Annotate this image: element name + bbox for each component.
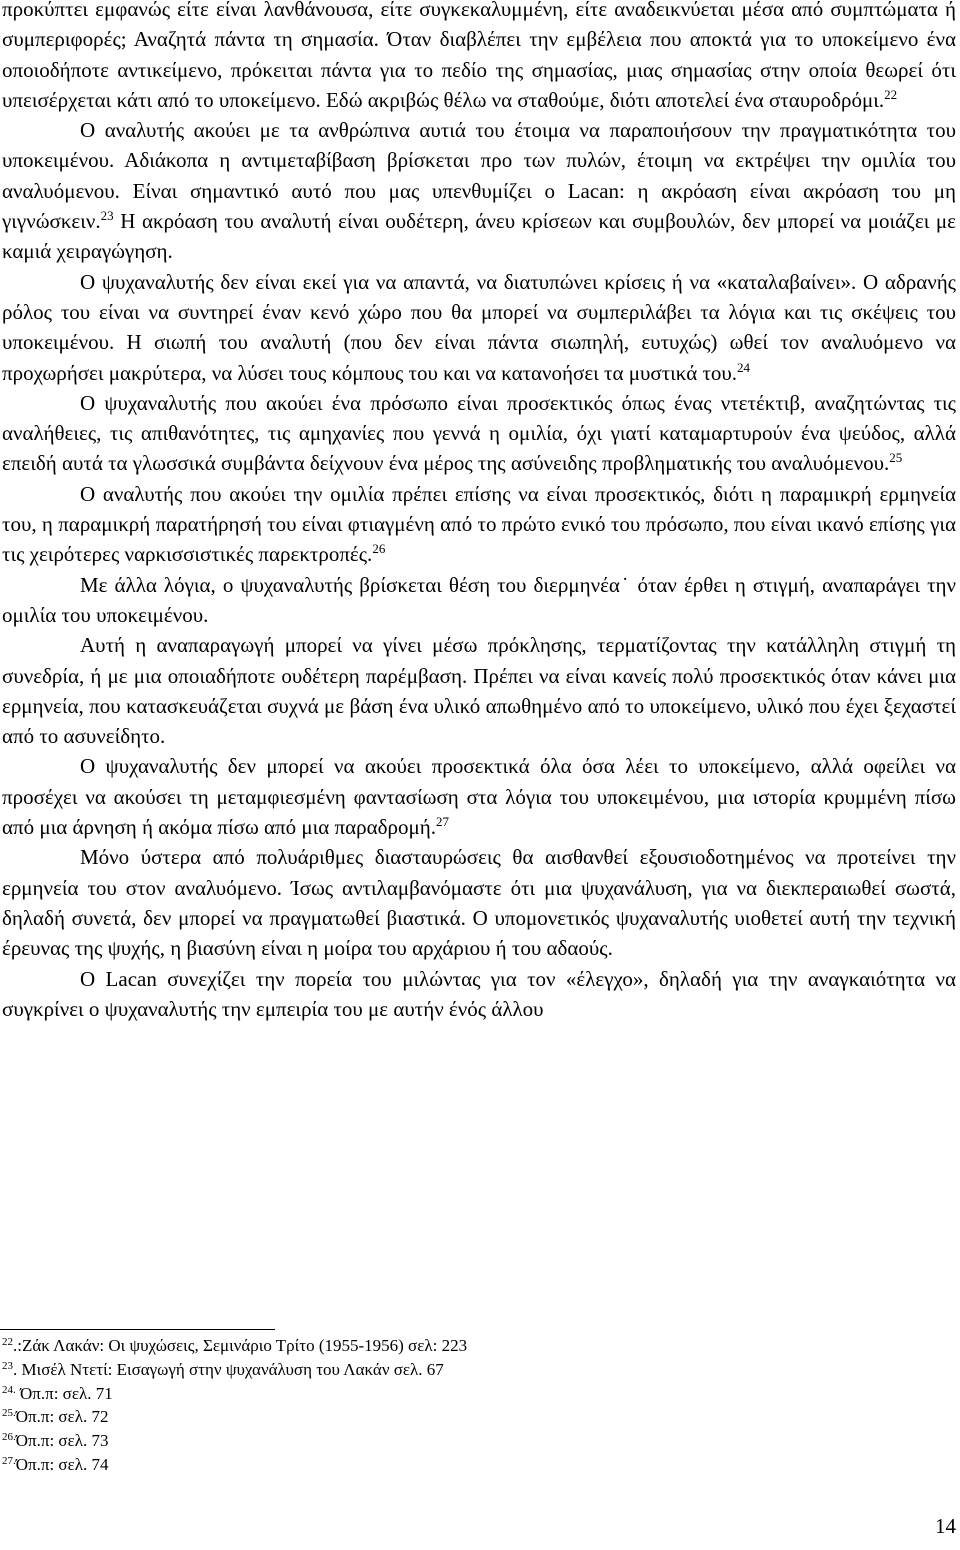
body-text bbox=[2, 0, 956, 1024]
paragraph-text: Αυτή η αναπαραγωγή μπορεί να γίνει μέσω πρόκλησης, τερματίζοντας την κατάλληλη στιγμή τη συνεδρία, ή με μια οποιαδήποτε ουδέτερη παρέμβαση. Πρέπει να είναι κανείς πολύ προσεκτικός όταν κάνει μια ερμηνεία, που κατασκευάζεται συχνά με βάση ένα υλικό απωθημένο από το υποκείμενο, υλικό που έχει ξεχαστεί από το ασυνείδητο. bbox=[2, 633, 956, 749]
footnote-ref: 27 bbox=[436, 814, 450, 830]
footnote-text: .:Ζάκ Λακάν: Οι ψυχώσεις, Σεμινάριο Τρίτο (1955-1956) σελ: 223 bbox=[13, 1336, 468, 1355]
footnote-ref: 25 bbox=[889, 450, 903, 466]
footnote-ref: 24 bbox=[737, 359, 751, 375]
paragraph-text: Ο ψυχαναλυτής δεν είναι εκεί για να απαντά, να διατυπώνει κρίσεις ή να «καταλαβαίνει». Ο αδρανής ρόλος του είναι να συντηρεί έναν κενό χώρο που θα μπορεί να συμπεριλάβει τα λόγια και τις σκέψεις του υποκειμένου. Η σιωπή του αναλυτή (που δεν είναι πάντα σιωπηλή, ευτυχώς) ωθεί τον αναλυόμενο να προχωρήσει μακρύτερα, να λύσει τους κόμπους του και να κατανοήσει τα μυστικά του. bbox=[2, 269, 956, 385]
paragraph bbox=[2, 267, 956, 388]
footnote-number: 26. bbox=[2, 1431, 16, 1444]
paragraph-text: Ο ψυχαναλυτής δεν μπορεί να ακούει προσεκτικά όλα όσα λέει το υποκείμενο, αλλά οφείλει να προσέχει να ακούσει τη μεταμφιεσμένη φαντασίωση στα λόγια του υποκειμένου, μια ιστορία κρυμμένη πίσω από μια άρνηση ή ακόμα πίσω από μια παραδρομή. bbox=[2, 754, 956, 840]
footnotes bbox=[2, 1334, 902, 1477]
paragraph-text: Η ακρόαση του αναλυτή είναι ουδέτερη, άνευ κρίσεων και συμβουλών, δεν μπορεί να μοιάζει με καμιά χειραγώγηση. bbox=[2, 209, 956, 264]
footnote bbox=[2, 1382, 902, 1406]
paragraph-text: Μόνο ύστερα από πολυάριθμες διασταυρώσεις θα αισθανθεί εξουσιοδοτημένος να προτείνει την ερμηνεία του στον αναλυόμενο. Ίσως αντιλαμβανόμαστε ότι μια ψυχανάλυση, για να διεκπεραιωθεί σωστά, δηλαδή συνετά, δεν μπορεί να πραγματωθεί βιαστικά. Ο υπομονετικός ψυχαναλυτής υιοθετεί αυτή την τεχνική έρευνας της ψυχής, η βιασύνη είναι η μοίρα του αρχάριου ή του αδαούς. bbox=[2, 845, 956, 961]
footnote-number: 27. bbox=[2, 1454, 16, 1467]
footnote-separator bbox=[0, 1329, 275, 1330]
footnote bbox=[2, 1405, 902, 1429]
footnote bbox=[2, 1358, 902, 1382]
paragraph bbox=[2, 751, 956, 842]
paragraph bbox=[2, 388, 956, 479]
footnote-number: 23 bbox=[2, 1359, 13, 1372]
footnote-ref: 26 bbox=[372, 541, 386, 557]
footnote-ref: 23 bbox=[100, 208, 114, 224]
paragraph bbox=[2, 630, 956, 751]
footnote-text: Όπ.π: σελ. 73 bbox=[15, 1431, 109, 1451]
paragraph bbox=[2, 115, 956, 266]
footnote-text: Όπ.π: σελ. 74 bbox=[15, 1454, 109, 1474]
page-number: 14 bbox=[935, 1514, 956, 1538]
paragraph-text: Με άλλα λόγια, ο ψυχαναλυτής βρίσκεται θέση του διερμηνέα˙ όταν έρθει η στιγμή, αναπαράγει την ομιλία του υποκειμένου. bbox=[2, 572, 956, 627]
footnote-text: . Μισέλ Ντετί: Εισαγωγή στην ψυχανάλυση του Λακάν σελ. 67 bbox=[13, 1359, 444, 1379]
footnote bbox=[2, 1429, 902, 1453]
paragraph bbox=[2, 570, 956, 631]
footnote-text: Όπ.π: σελ. 71 bbox=[15, 1383, 113, 1403]
footnote-number: 22 bbox=[2, 1336, 13, 1348]
paragraph bbox=[2, 842, 956, 963]
paragraph-text: Ο αναλυτής που ακούει την ομιλία πρέπει επίσης να είναι προσεκτικός, διότι η παραμικρή ερμηνεία του, η παραμικρή παρατήρησή του είναι φτιαγμένη από το πρώτο ενικό του πρόσωπο, που είναι ικανό επίσης για τις χειρότερες ναρκισσιστικές παρεκτροπές. bbox=[2, 481, 956, 567]
paragraph-text: Ο ψυχαναλυτής που ακούει ένα πρόσωπο είναι προσεκτικός όπως ένας ντετέκτιβ, αναζητώντας τις αναλήθειες, τις απιθανότητες, τις αμηχανίες που γεννά η ομιλία, όχι γιατί καταμαρτυρούν ένα ψεύδος, αλλά επειδή αυτά τα γλωσσικά συμβάντα δείχνουν ένα μέρος της ασύνειδης προβληματικής του αναλυόμενου. bbox=[2, 390, 956, 476]
paragraph bbox=[2, 479, 956, 570]
footnote-text: Όπ.π: σελ. 72 bbox=[15, 1407, 109, 1427]
paragraph bbox=[2, 0, 956, 115]
footnote-ref: 22 bbox=[884, 86, 898, 102]
footnote-number: 25. bbox=[2, 1407, 16, 1420]
footnote bbox=[2, 1453, 902, 1477]
paragraph-text: προκύπτει εμφανώς είτε είναι λανθάνουσα, είτε συγκεκαλυμμένη, είτε αναδεικνύεται μέσα από συμπτώματα ή συμπεριφορές; Αναζητά πάντα τη σημασία. Όταν διαβλέπει την εμβέλεια που αποκτά για το υποκείμενο ένα οποιοδήποτε αντικείμενο, πρόκειται πάντα για το πεδίο της σημασίας, μιας σημασίας στην οποία θεωρεί ότι υπεισέρχεται κάτι από το υποκείμενο. Εδώ ακριβώς θέλω να σταθούμε, διότι αποτελεί ένα σταυροδρόμι. bbox=[2, 0, 956, 112]
paragraph bbox=[2, 964, 956, 1025]
footnote-number: 24. bbox=[2, 1383, 16, 1396]
paragraph-text: Ο Lacan συνεχίζει την πορεία του μιλώντας για τον «έλεγχο», δηλαδή για την αναγκαιότητα να συγκρίνει ο ψυχαναλυτής την εμπειρία του με αυτήν ένός άλλου bbox=[2, 966, 956, 1021]
footnote bbox=[2, 1334, 902, 1358]
paragraph-text: Ο αναλυτής ακούει με τα ανθρώπινα αυτιά του έτοιμα να παραποιήσουν την πραγματικότητα του υποκειμένου. Αδιάκοπα η αντιμεταβίβαση βρίσκεται προ των πυλών, έτοιμη να εκτρέψει την ομιλία του αναλυόμενου. Είναι σημαντικό αυτό που μας υπενθυμίζει ο Lacan: η ακρόαση είναι ακρόαση του μη γιγνώσκειν. bbox=[2, 118, 956, 234]
